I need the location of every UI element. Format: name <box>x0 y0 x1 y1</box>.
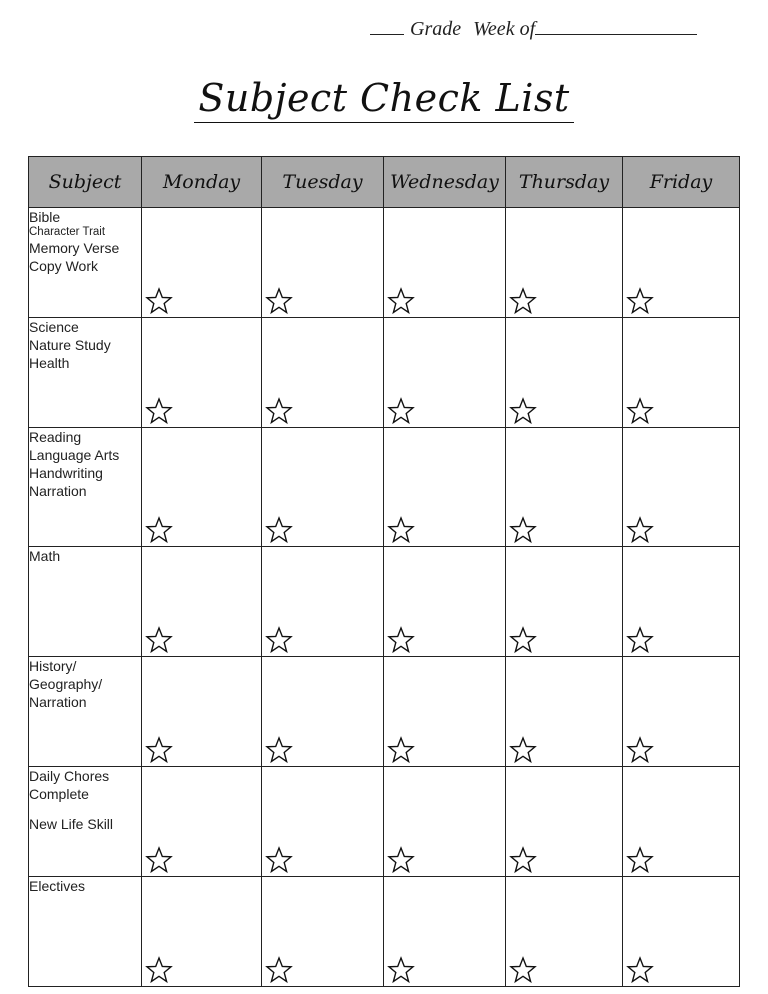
day-cell[interactable] <box>623 208 740 318</box>
week-blank[interactable] <box>535 33 697 35</box>
day-cell[interactable] <box>262 547 384 657</box>
table-row <box>29 318 740 428</box>
checklist-table <box>28 156 740 987</box>
subject-cell <box>29 547 142 657</box>
day-cell[interactable] <box>506 877 623 987</box>
subject-line: Reading <box>29 429 82 445</box>
star-icon[interactable] <box>265 736 293 764</box>
day-cell[interactable] <box>142 657 262 767</box>
column-header-friday: Friday <box>623 157 740 208</box>
day-cell[interactable] <box>384 657 506 767</box>
star-icon[interactable] <box>509 956 537 984</box>
column-header-monday: Monday <box>142 157 262 208</box>
subject-cell <box>29 877 142 987</box>
star-icon[interactable] <box>509 516 537 544</box>
table-row <box>29 428 740 547</box>
star-icon[interactable] <box>387 956 415 984</box>
subject-line: Electives <box>29 878 86 894</box>
star-icon[interactable] <box>387 736 415 764</box>
star-icon[interactable] <box>509 846 537 874</box>
star-icon[interactable] <box>387 846 415 874</box>
column-header-wednesday: Wednesday <box>384 157 506 208</box>
subject-cell <box>29 657 142 767</box>
column-header-thursday: Thursday <box>506 157 623 208</box>
star-icon[interactable] <box>387 287 415 315</box>
day-cell[interactable] <box>262 767 384 877</box>
table-row <box>29 877 740 987</box>
subject-line: Narration <box>29 483 87 499</box>
subject-line: Memory Verse <box>29 240 120 256</box>
table-row <box>29 547 740 657</box>
subject-line: Copy Work <box>29 258 98 274</box>
subject-gap <box>29 803 141 815</box>
subject-line: Nature Study <box>29 337 111 353</box>
subject-cell <box>29 208 142 318</box>
day-cell[interactable] <box>506 428 623 547</box>
star-icon[interactable] <box>145 956 173 984</box>
subject-line: Handwriting <box>29 465 103 481</box>
table-row <box>29 767 740 877</box>
day-cell[interactable] <box>142 318 262 428</box>
subject-cell <box>29 428 142 547</box>
star-icon[interactable] <box>265 397 293 425</box>
star-icon[interactable] <box>265 287 293 315</box>
star-icon[interactable] <box>626 956 654 984</box>
star-icon[interactable] <box>626 846 654 874</box>
grade-label: Grade <box>410 18 462 40</box>
subject-line: Science <box>29 319 79 335</box>
star-icon[interactable] <box>626 287 654 315</box>
day-cell[interactable] <box>506 767 623 877</box>
star-icon[interactable] <box>265 516 293 544</box>
subject-cell <box>29 318 142 428</box>
star-icon[interactable] <box>387 626 415 654</box>
page-title: Subject Check List <box>0 76 768 120</box>
subject-line: Math <box>29 548 61 564</box>
star-icon[interactable] <box>626 397 654 425</box>
day-cell[interactable] <box>262 318 384 428</box>
star-icon[interactable] <box>145 846 173 874</box>
day-cell[interactable] <box>506 547 623 657</box>
subject-line: Geography/ <box>29 676 103 692</box>
star-icon[interactable] <box>265 626 293 654</box>
table-row <box>29 208 740 318</box>
subject-line: Bible <box>29 209 61 225</box>
star-icon[interactable] <box>509 736 537 764</box>
subject-cell <box>29 767 142 877</box>
star-icon[interactable] <box>387 516 415 544</box>
day-cell[interactable] <box>506 208 623 318</box>
day-cell[interactable] <box>262 208 384 318</box>
subject-line: Language Arts <box>29 447 120 463</box>
subject-line: History/ <box>29 658 77 674</box>
table-row <box>29 657 740 767</box>
header-row <box>29 157 740 208</box>
day-cell[interactable] <box>384 318 506 428</box>
star-icon[interactable] <box>265 846 293 874</box>
day-cell[interactable] <box>262 657 384 767</box>
star-icon[interactable] <box>509 397 537 425</box>
day-cell[interactable] <box>623 767 740 877</box>
day-cell[interactable] <box>623 318 740 428</box>
subject-line: Health <box>29 355 70 371</box>
week-label: Week of <box>473 18 536 40</box>
grade-blank[interactable] <box>370 33 404 35</box>
star-icon[interactable] <box>509 626 537 654</box>
star-icon[interactable] <box>626 516 654 544</box>
subject-line: Character Trait <box>29 226 106 238</box>
subject-line: New Life Skill <box>29 816 114 832</box>
day-cell[interactable] <box>142 428 262 547</box>
day-cell[interactable] <box>623 657 740 767</box>
star-icon[interactable] <box>145 626 173 654</box>
day-cell[interactable] <box>384 547 506 657</box>
star-icon[interactable] <box>145 736 173 764</box>
day-cell[interactable] <box>623 547 740 657</box>
subject-line: Narration <box>29 694 87 710</box>
column-header-tuesday: Tuesday <box>262 157 384 208</box>
day-cell[interactable] <box>384 428 506 547</box>
day-cell[interactable] <box>384 877 506 987</box>
day-cell[interactable] <box>384 208 506 318</box>
star-icon[interactable] <box>626 736 654 764</box>
day-cell[interactable] <box>262 428 384 547</box>
star-icon[interactable] <box>145 397 173 425</box>
day-cell[interactable] <box>506 657 623 767</box>
day-cell[interactable] <box>262 877 384 987</box>
day-cell[interactable] <box>142 208 262 318</box>
star-icon[interactable] <box>509 287 537 315</box>
day-cell[interactable] <box>506 318 623 428</box>
subject-line: Daily Chores <box>29 768 110 784</box>
day-cell[interactable] <box>623 877 740 987</box>
day-cell[interactable] <box>142 767 262 877</box>
day-cell[interactable] <box>142 547 262 657</box>
day-cell[interactable] <box>384 767 506 877</box>
star-icon[interactable] <box>145 287 173 315</box>
star-icon[interactable] <box>145 516 173 544</box>
star-icon[interactable] <box>387 397 415 425</box>
day-cell[interactable] <box>623 428 740 547</box>
day-cell[interactable] <box>142 877 262 987</box>
star-icon[interactable] <box>626 626 654 654</box>
star-icon[interactable] <box>265 956 293 984</box>
column-header-subject: Subject <box>29 157 142 208</box>
grade-week-line <box>370 18 742 58</box>
subject-line: Complete <box>29 786 89 802</box>
